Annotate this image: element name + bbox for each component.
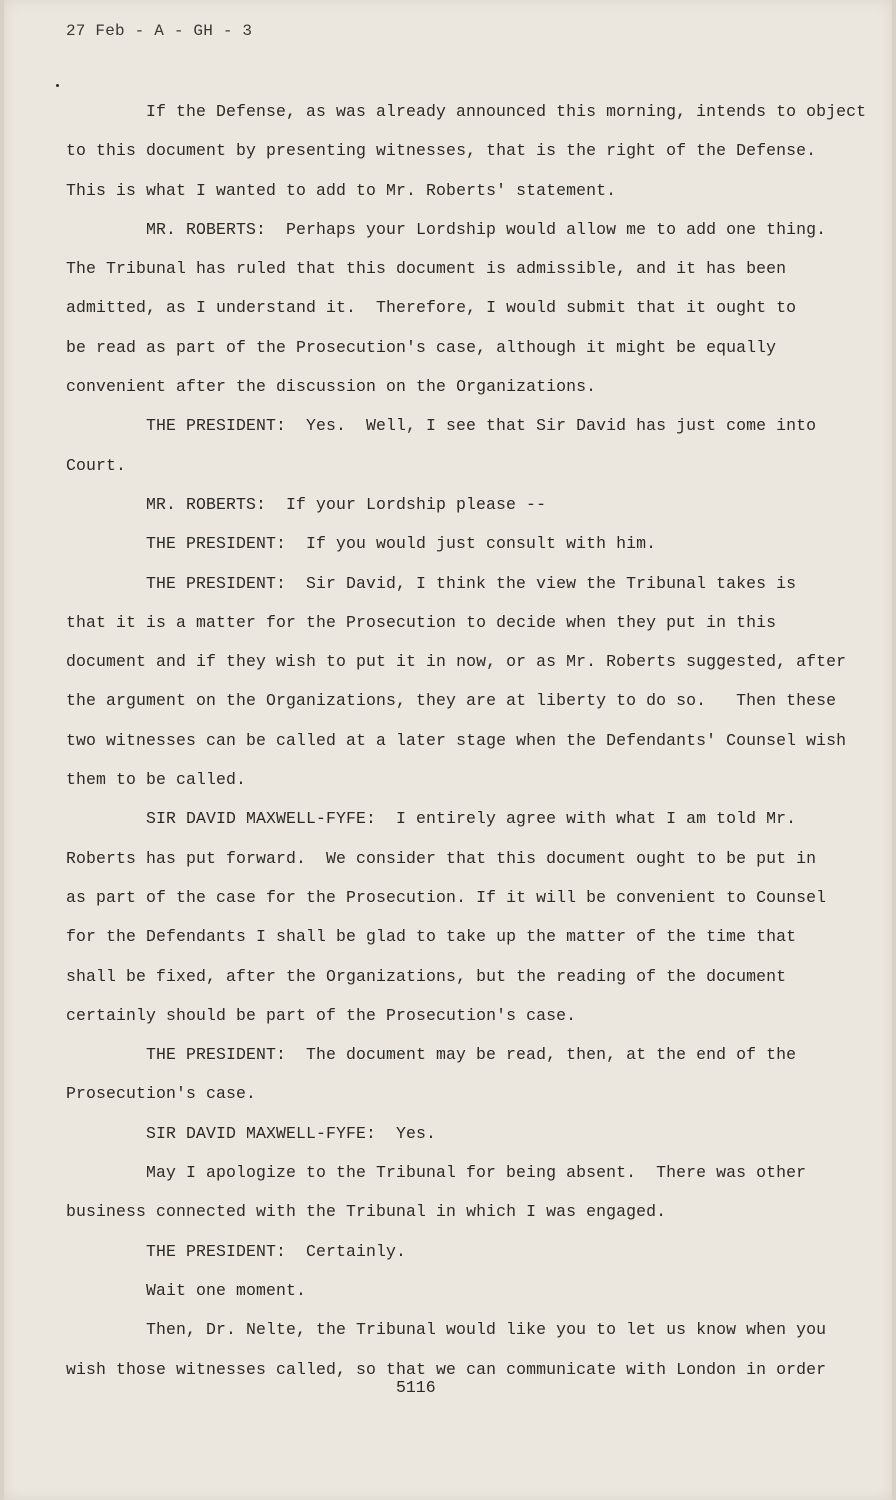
paragraph-line: admitted, as I understand it. Therefore, I would submit that it ought to xyxy=(66,298,797,318)
paragraph-line: to this document by presenting witnesses, that is the right of the Defense. xyxy=(66,141,817,161)
paragraph-line: certainly should be part of the Prosecution's case. xyxy=(66,1005,577,1025)
paragraph-line: two witnesses can be called at a later stage when the Defendants' Counsel wish xyxy=(66,730,847,750)
paragraph-line: Prosecution's case. xyxy=(66,1084,257,1104)
paragraph-first-line: THE PRESIDENT: The document may be read, then, at the end of the xyxy=(146,1045,797,1065)
paragraph-line: business connected with the Tribunal in which I was engaged. xyxy=(66,1202,667,1222)
paragraph-line: The Tribunal has ruled that this document is admissible, and it has been xyxy=(66,259,787,279)
document-page xyxy=(4,0,892,1500)
paragraph-first-line: SIR DAVID MAXWELL-FYFE: I entirely agree with what I am told Mr. xyxy=(146,809,797,829)
paragraph-first-line: MR. ROBERTS: If your Lordship please -- xyxy=(146,494,547,514)
paragraph-line: Roberts has put forward. We consider that this document ought to be put in xyxy=(66,848,817,868)
paragraph-line: shall be fixed, after the Organizations, but the reading of the document xyxy=(66,966,787,986)
paragraph-first-line: If the Defense, as was already announced this morning, intends to object xyxy=(146,102,867,121)
page-header: 27 Feb - A - GH - 3 xyxy=(66,22,253,40)
paragraph-line: that it is a matter for the Prosecution to decide when they put in this xyxy=(66,612,777,632)
paragraph-line: This is what I wanted to add to Mr. Roberts' statement. xyxy=(66,180,617,200)
paragraph-first-line: Wait one moment. xyxy=(146,1280,307,1300)
paragraph-first-line: Then, Dr. Nelte, the Tribunal would like you to let us know when you xyxy=(146,1320,827,1340)
paragraph-line: for the Defendants I shall be glad to take up the matter of the time that xyxy=(66,927,797,947)
paragraph-line: them to be called. xyxy=(66,770,247,790)
paragraph-first-line: THE PRESIDENT: Certainly. xyxy=(146,1241,407,1261)
stray-ink-mark xyxy=(56,84,59,87)
page-number: 5116 xyxy=(396,1378,436,1397)
paragraph-line: the argument on the Organizations, they are at liberty to do so. Then these xyxy=(66,691,837,711)
paragraph-first-line: May I apologize to the Tribunal for being absent. There was other xyxy=(146,1163,807,1183)
paragraph-line: wish those witnesses called, so that we can communicate with London in order xyxy=(66,1359,827,1379)
paragraph-line: as part of the case for the Prosecution. If it will be convenient to Counsel xyxy=(66,887,827,907)
paragraph-first-line: SIR DAVID MAXWELL-FYFE: Yes. xyxy=(146,1123,437,1143)
paragraph-line: be read as part of the Prosecution's case, although it might be equally xyxy=(66,337,777,357)
paragraph-first-line: THE PRESIDENT: Yes. Well, I see that Sir David has just come into xyxy=(146,416,817,436)
paragraph-line: Court. xyxy=(66,455,127,475)
paragraph-first-line: THE PRESIDENT: If you would just consult with him. xyxy=(146,534,657,554)
paragraph-line: document and if they wish to put it in now, or as Mr. Roberts suggested, after xyxy=(66,652,847,672)
paragraph-first-line: MR. ROBERTS: Perhaps your Lordship would allow me to add one thing. xyxy=(146,219,827,239)
paragraph-first-line: THE PRESIDENT: Sir David, I think the view the Tribunal takes is xyxy=(146,573,797,593)
document-body xyxy=(66,92,867,1389)
paragraph-line: convenient after the discussion on the Organizations. xyxy=(66,377,597,397)
